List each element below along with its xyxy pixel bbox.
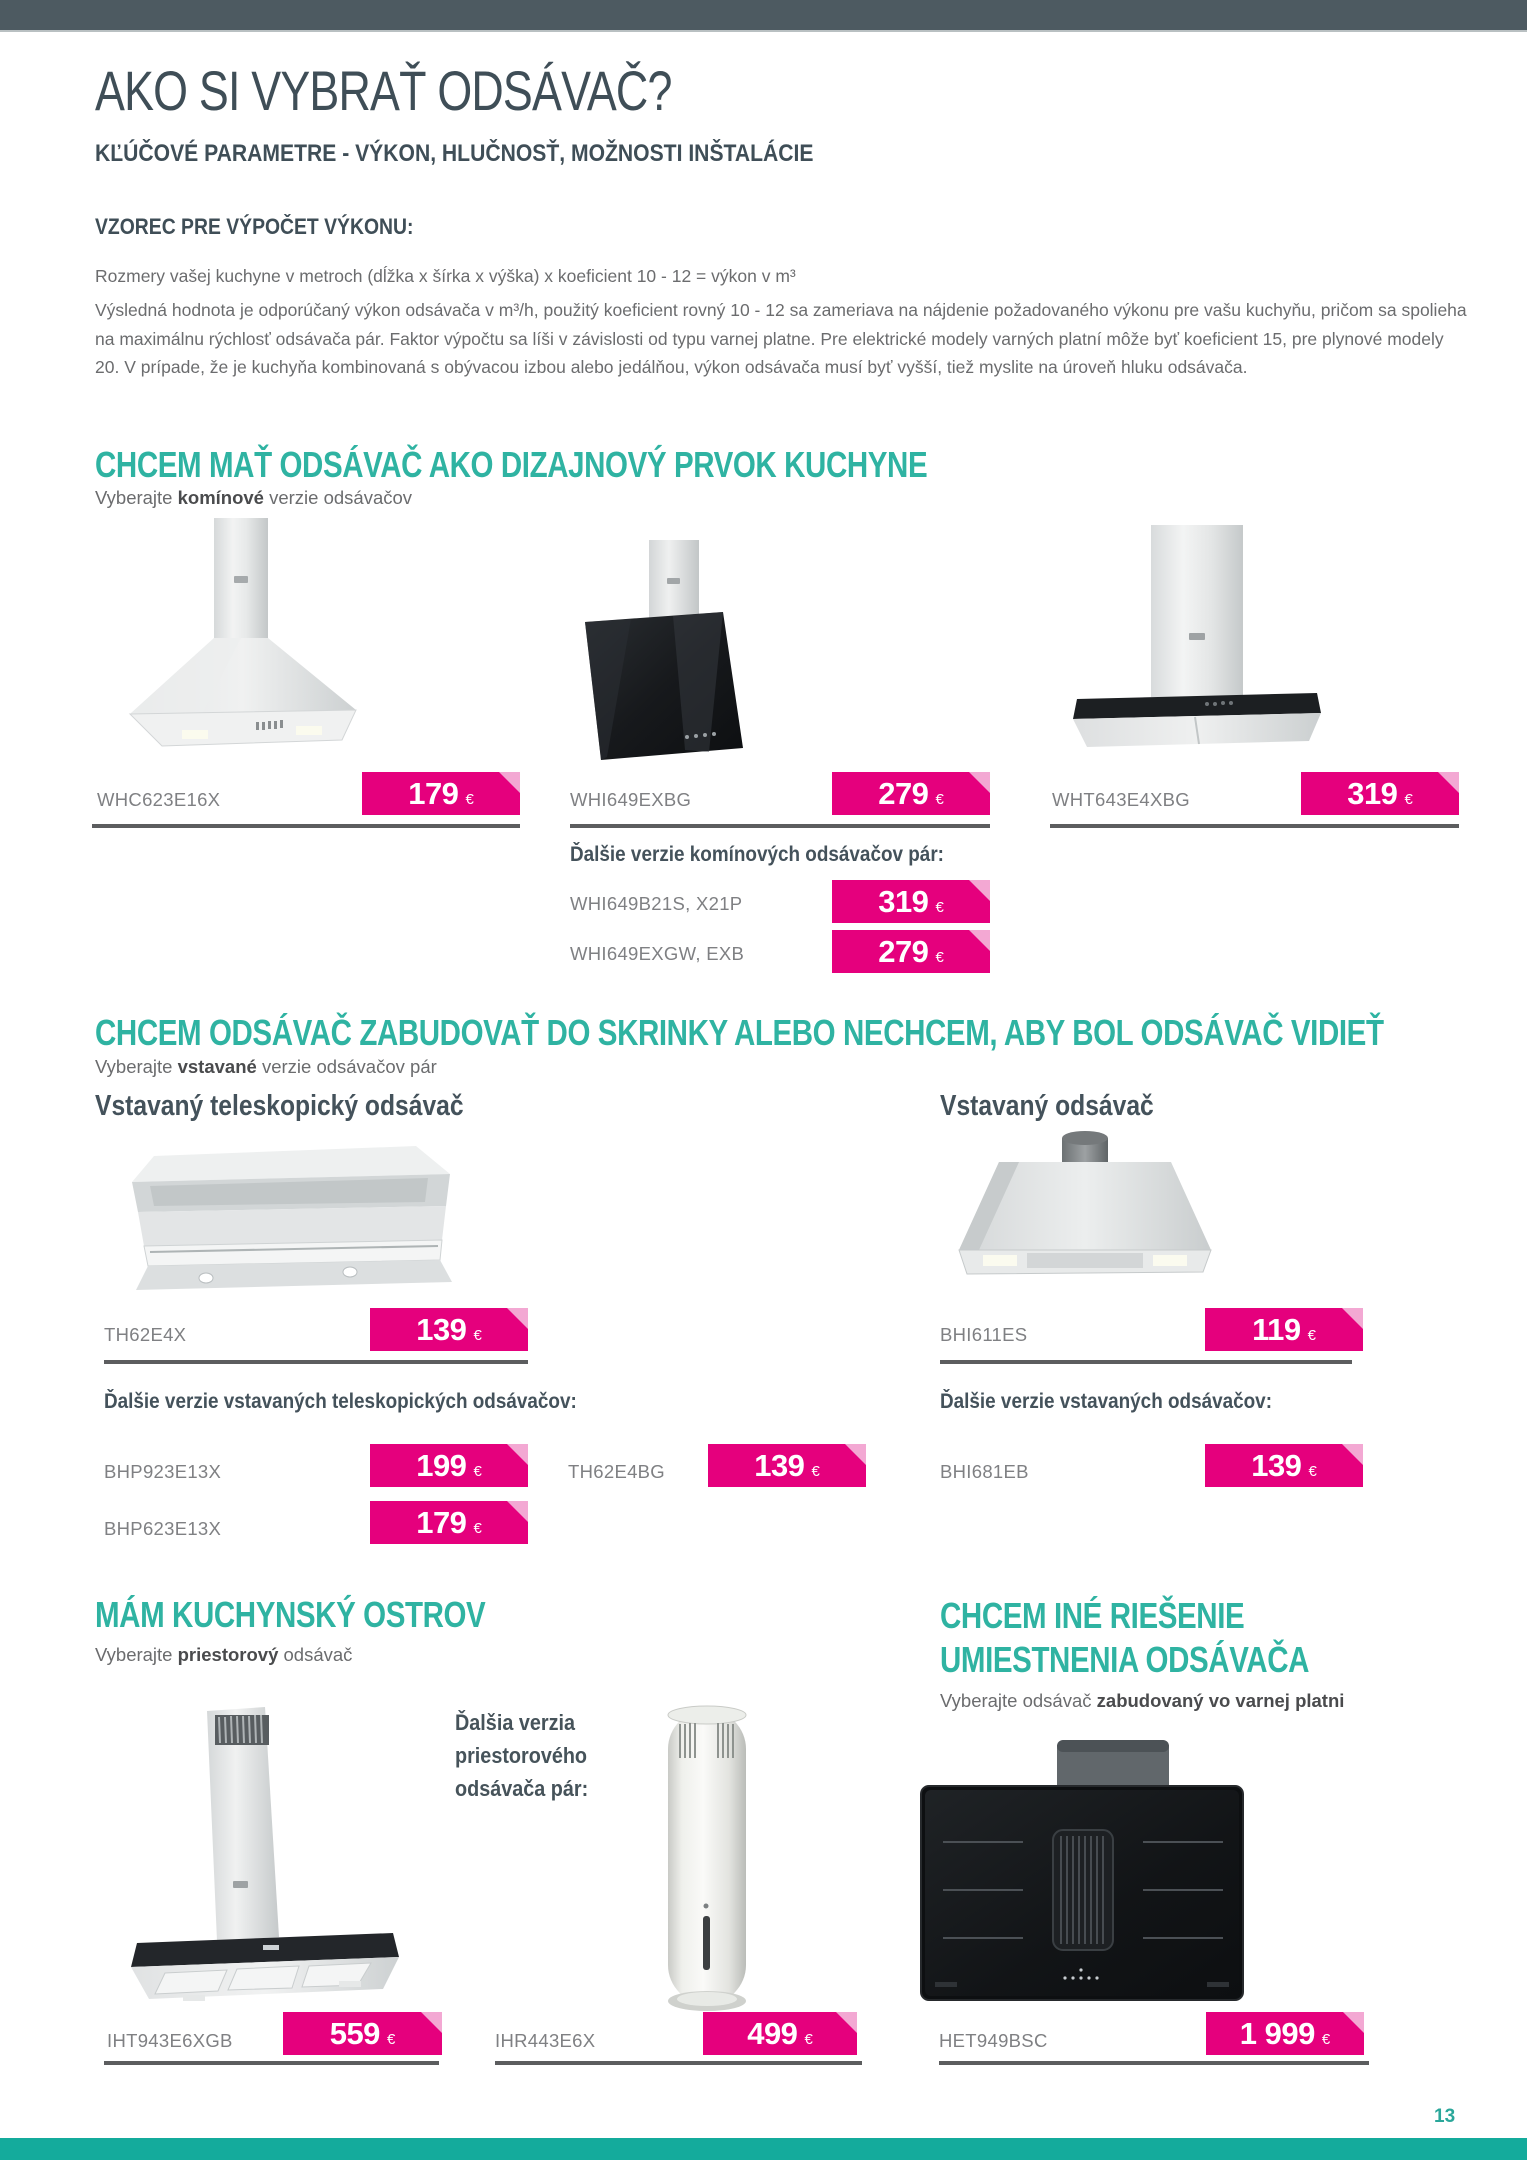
product-image-t-shape-chimney-hood (1065, 525, 1325, 765)
folded-corner (1342, 1444, 1363, 1465)
product-image-hob-extractor (915, 1738, 1250, 2006)
price-value: 279 (878, 776, 929, 811)
folded-corner (1343, 2012, 1364, 2033)
formula-line: Rozmery vašej kuchyne v metroch (dĺžka x šírka x výška) x koeficient 10 - 12 = výkon v m³ (95, 266, 796, 286)
formula-heading: VZOREC PRE VÝPOČET VÝKONU: (95, 214, 414, 239)
price-tag (1206, 2012, 1364, 2055)
price-value: 119 (1252, 1312, 1301, 1347)
price-value: 559 (329, 2016, 380, 2051)
subtitle-text: Vyberajte (95, 487, 178, 508)
euro-sign: € (1307, 1327, 1316, 1344)
column-title-builtin: Vstavaný odsávač (940, 1090, 1154, 1122)
divider-rule (1050, 824, 1459, 828)
island-alt-version-note (455, 1706, 588, 1805)
price-tag (832, 772, 990, 815)
price-tag (370, 1444, 528, 1487)
more-versions-heading: Ďalšie verzie vstavaných odsávačov: (940, 1390, 1272, 1413)
divider-rule (495, 2061, 862, 2065)
product-code: BHI681EB (940, 1461, 1029, 1482)
product-code: WHI649B21S, X21P (570, 893, 743, 914)
price-value: 319 (878, 884, 929, 919)
price-tag (283, 2012, 442, 2055)
price-value: 199 (416, 1448, 467, 1483)
product-image-island-hood (95, 1705, 425, 2005)
euro-sign: € (386, 2031, 396, 2048)
price-tag (1205, 1308, 1363, 1351)
note-line-2: priestorového (455, 1743, 588, 1768)
euro-sign: € (804, 2031, 813, 2048)
more-versions-heading: Ďalšie verzie komínových odsávačov pár: (570, 843, 944, 866)
bottom-bar (0, 2138, 1527, 2160)
formula-paragraph: Výsledná hodnota je odporúčaný výkon odsávača v m³/h, použitý koeficient rovný 10 - 12 sa zameriava na nájdenie požadovaného výkonu pre vašu kuchyňu, pričom sa spolieha na maximálnu rýchlosť odsávača pár. Faktor výpočtu sa líši v závislosti od typu varnej platne. Pre elektrické modely varných platní môže byť koeficient 15, pre plynové modely 20. V prípade, že je kuchyňa kombinovaná s obývacou izbou alebo jedálňou, výkon odsávača musí byť vyšší, tiež myslite na úroveň hluku odsávača. (95, 300, 1467, 377)
subtitle-bold: priestorový (177, 1644, 279, 1665)
product-image-telescopic-hood (110, 1140, 480, 1300)
section-builtin-heading: CHCEM ODSÁVAČ ZABUDOVAŤ DO SKRINKY ALEBO NECHCEM, ABY BOL ODSÁVAČ VIDIEŤ (95, 1012, 1384, 1053)
product-code: IHT943E6XGB (107, 2030, 233, 2051)
folded-corner (845, 1444, 866, 1465)
euro-sign: € (935, 899, 944, 916)
euro-sign: € (1308, 1463, 1317, 1480)
page-title: AKO SI VYBRAŤ ODSÁVAČ? (95, 59, 672, 122)
page-number: 13 (1434, 2106, 1456, 2127)
folded-corner (507, 1501, 528, 1522)
euro-sign: € (465, 791, 474, 808)
subtitle-text: Vyberajte (95, 1644, 178, 1665)
price-tag (370, 1501, 528, 1544)
folded-corner (969, 930, 990, 951)
product-code: BHP923E13X (104, 1461, 222, 1482)
subtitle-bold: vstavané (177, 1056, 257, 1077)
price-tag (362, 772, 520, 815)
euro-sign: € (1404, 791, 1413, 808)
product-code: WHT643E4XBG (1052, 789, 1190, 810)
product-image-cylindrical-hood (640, 1700, 775, 2015)
product-code: TH62E4X (104, 1324, 187, 1345)
euro-sign: € (473, 1327, 482, 1344)
price-tag (708, 1444, 866, 1487)
euro-sign: € (1321, 2031, 1331, 2048)
euro-sign: € (935, 791, 944, 808)
price-value: 319 (1347, 776, 1398, 811)
section-builtin-subtitle (95, 1056, 437, 1078)
top-bar (0, 0, 1527, 32)
euro-sign: € (473, 1463, 482, 1480)
subtitle-bold: komínové (177, 487, 264, 508)
folded-corner (507, 1308, 528, 1329)
subtitle-text: verzie odsávačov (263, 487, 413, 508)
more-versions-heading: Ďalšie verzie vstavaných teleskopických odsávačov: (104, 1390, 577, 1413)
folded-corner (507, 1444, 528, 1465)
product-code: BHP623E13X (104, 1518, 222, 1539)
euro-sign: € (811, 1463, 820, 1480)
price-tag (1205, 1444, 1363, 1487)
subtitle-bold: zabudovaný vo varnej platni (1096, 1690, 1345, 1711)
price-value: 279 (878, 934, 929, 969)
folded-corner (421, 2012, 442, 2033)
divider-rule (939, 2061, 1369, 2065)
folded-corner (969, 880, 990, 901)
product-code: TH62E4BG (568, 1461, 665, 1482)
divider-rule (940, 1360, 1352, 1364)
price-tag (832, 880, 990, 923)
price-value: 179 (408, 776, 459, 811)
subtitle-text: verzie odsávačov pár (256, 1056, 437, 1077)
note-line-3: odsávača pár: (455, 1776, 589, 1801)
price-value: 499 (747, 2016, 798, 2051)
price-value: 179 (416, 1505, 467, 1540)
price-value: 139 (1251, 1448, 1302, 1483)
divider-rule (104, 1360, 528, 1364)
section-hob-heading: CHCEM INÉ RIEŠENIE UMIESTNENIA ODSÁVAČA (940, 1595, 1310, 1680)
product-code: WHI649EXGW, EXB (570, 943, 745, 964)
price-value: 139 (416, 1312, 467, 1347)
price-value: 1 999 (1239, 2016, 1315, 2051)
price-value: 139 (754, 1448, 805, 1483)
subtitle-text: Vyberajte odsávač (940, 1690, 1097, 1711)
divider-rule (570, 824, 990, 828)
product-code: BHI611ES (940, 1324, 1028, 1345)
product-code: WHI649EXBG (570, 789, 692, 810)
folded-corner (1438, 772, 1459, 793)
folded-corner (1342, 1308, 1363, 1329)
section-chimney-heading: CHCEM MAŤ ODSÁVAČ AKO DIZAJNOVÝ PRVOK KUCHYNE (95, 444, 928, 485)
section-island-subtitle (95, 1644, 352, 1666)
note-line-1: Ďalšia verzia (455, 1710, 575, 1735)
section-hob-subtitle (940, 1690, 1344, 1712)
product-code: WHC623E16X (97, 789, 221, 810)
euro-sign: € (935, 949, 944, 966)
divider-rule (104, 2061, 439, 2065)
section-island-heading: MÁM KUCHYNSKÝ OSTROV (95, 1594, 486, 1635)
product-image-angled-black-hood (575, 540, 785, 770)
column-title-telescopic: Vstavaný teleskopický odsávač (95, 1090, 464, 1122)
section-chimney-subtitle (95, 487, 412, 509)
folded-corner (499, 772, 520, 793)
product-image-builtin-canopy-hood (935, 1130, 1235, 1300)
euro-sign: € (473, 1520, 482, 1537)
price-tag (1301, 772, 1459, 815)
product-image-pyramid-chimney-hood (110, 518, 375, 763)
price-tag (832, 930, 990, 973)
price-tag (370, 1308, 528, 1351)
folded-corner (836, 2012, 857, 2033)
subtitle-text: Vyberajte (95, 1056, 178, 1077)
page-subtitle: KĽÚČOVÉ PARAMETRE - VÝKON, HLUČNOSŤ, MOŽNOSTI INŠTALÁCIE (95, 140, 814, 167)
subtitle-text: odsávač (278, 1644, 353, 1665)
price-tag (703, 2012, 857, 2055)
divider-rule (92, 824, 520, 828)
folded-corner (969, 772, 990, 793)
product-code: IHR443E6X (495, 2030, 596, 2051)
product-code: HET949BSC (939, 2030, 1048, 2051)
